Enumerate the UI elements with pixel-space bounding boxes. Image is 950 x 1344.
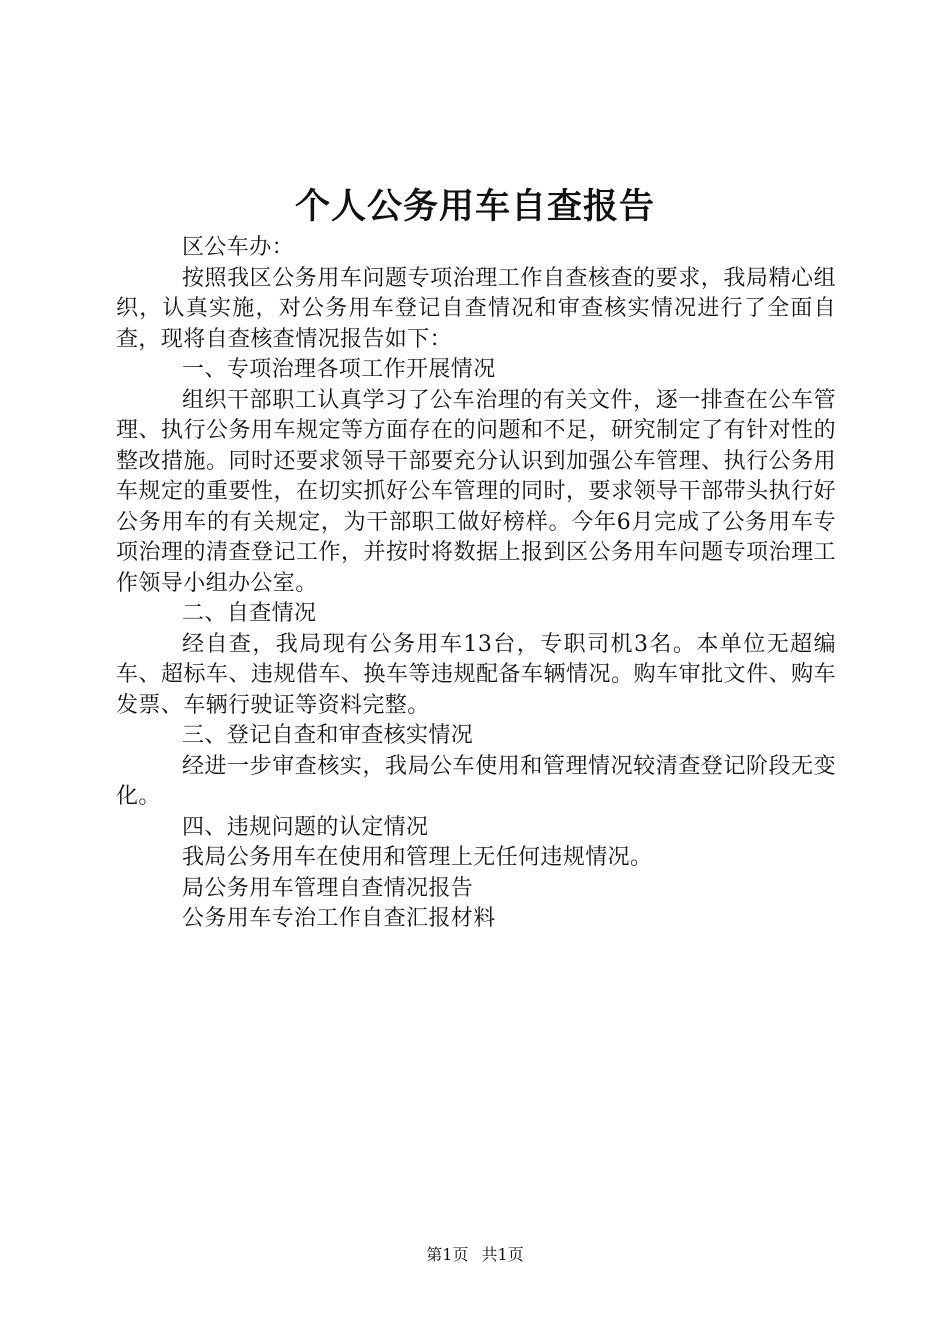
document-body — [116, 233, 836, 935]
page-total: 共1页 — [481, 1245, 524, 1264]
section-paragraph-1: 组织干部职工认真学习了公车治理的有关文件，逐一排查在公车管理、执行公务用车规定等方面存在的问题和不足，研究制定了有针对性的整改措施。同时还要求领导干部要充分认识到加强公车管理、执行公务用车规定的重要性，在切实抓好公车管理的同时，要求领导干部带头执行好公务用车的有关规定，为干部职工做好榜样。今年6月完成了公务用车专项治理的清查登记工作，并按时将数据上报到区公务用车问题专项治理工作领导小组办公室。 — [116, 387, 836, 596]
page-number: 第1页 — [426, 1245, 469, 1264]
section-heading-2: 二、自查情况 — [182, 601, 317, 626]
related-title-2: 公务用车专治工作自查汇报材料 — [182, 906, 496, 931]
related-title-1: 局公务用车管理自查情况报告 — [182, 875, 474, 901]
section-paragraph-4: 我局公务用车在使用和管理上无任何违规情况。 — [182, 845, 653, 870]
section-heading-3: 三、登记自查和审查核实情况 — [182, 723, 474, 748]
section-heading-4: 四、违规问题的认定情况 — [182, 814, 429, 840]
page-footer — [0, 1244, 950, 1266]
section-heading-1: 一、专项治理各项工作开展情况 — [182, 357, 496, 382]
intro-paragraph: 按照我区公务用车问题专项治理工作自查核查的要求，我局精心组织，认真实施，对公务用车登记自查情况和审查核实情况进行了全面自查，现将自查核查情况报告如下： — [116, 265, 836, 352]
salutation: 区公车办： — [182, 235, 295, 260]
document-title: 个人公务用车自查报告 — [294, 186, 655, 227]
section-paragraph-2: 经自查，我局现有公务用车13台，专职司机3名。本单位无超编车、超标车、违规借车、换车等违规配备车辆情况。购车审批文件、购车发票、车辆行驶证等资料完整。 — [116, 631, 836, 718]
section-paragraph-3: 经进一步审查核实，我局公车使用和管理情况较清查登记阶段无变化。 — [116, 753, 836, 809]
